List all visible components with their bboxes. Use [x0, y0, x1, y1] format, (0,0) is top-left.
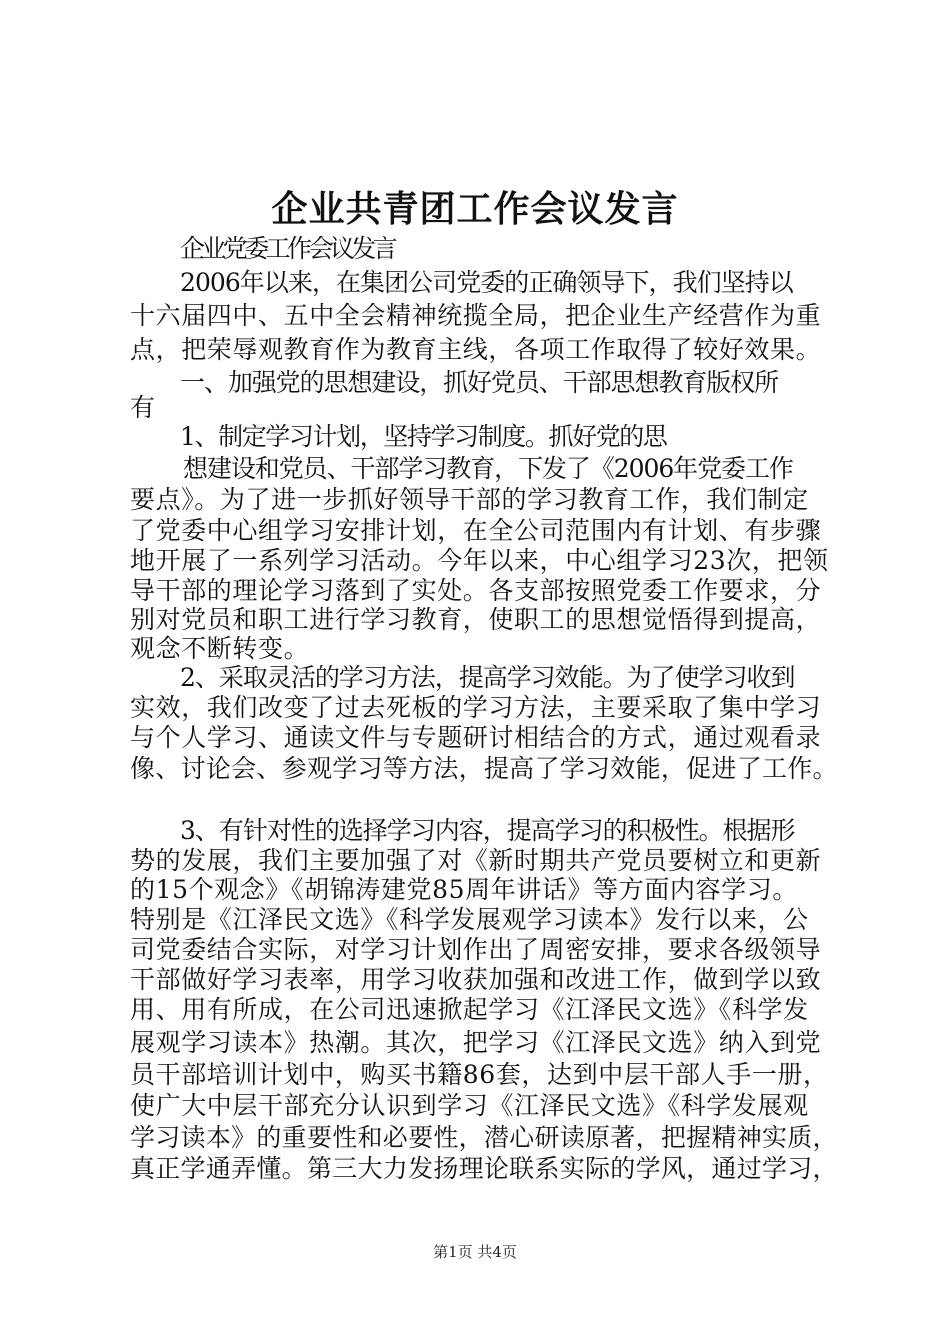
body-line: 像、讨论会、参观学习等方法，提高了学习效能，促进了工作。 — [130, 754, 838, 783]
body-line: 2、采取灵活的学习方法，提高学习效能。为了使学习收到 — [180, 663, 795, 692]
body-line: 干部做好学习表率，用学习收获加强和改进工作，做到学以致 — [130, 965, 822, 994]
body-line: 十六届四中、五中全会精神统揽全局，把企业生产经营作为重 — [130, 301, 822, 330]
body-line: 观念不断转变。 — [130, 634, 310, 663]
body-line: 一、加强党的思想建设，抓好党员、干部思想教育版权所 — [180, 368, 779, 397]
body-line: 别对党员和职工进行学习教育，使职工的思想觉悟得到提高， — [130, 605, 822, 634]
body-line: 企业党委工作会议发言 — [180, 234, 395, 263]
body-line: 导干部的理论学习落到了实处。各支部按照党委工作要求，分 — [130, 576, 822, 605]
body-line: 2006年以来，在集团公司党委的正确领导下，我们坚持以 — [180, 268, 793, 297]
body-line: 想建设和党员、干部学习教育，下发了《2006年党委工作 — [183, 454, 793, 483]
body-line: 势的发展，我们主要加强了对《新时期共产党员要树立和更新 — [130, 846, 822, 875]
body-line: 员干部培训计划中，购买书籍86套，达到中层干部人手一册， — [130, 1060, 829, 1089]
body-line: 特别是《江泽民文选》《科学发展观学习读本》发行以来，公 — [130, 905, 809, 934]
body-line: 3、有针对性的选择学习内容，提高学习的积极性。根据形 — [180, 816, 795, 845]
body-line: 用、用有所成，在公司迅速掀起学习《江泽民文选》《科学发 — [130, 995, 809, 1024]
body-line: 学习读本》的重要性和必要性，潜心研读原著，把握精神实质， — [130, 1123, 838, 1152]
body-line: 真正学通弄懂。第三大力发扬理论联系实际的学风，通过学习， — [130, 1154, 838, 1183]
body-line: 与个人学习、通读文件与专题研讨相结合的方式，通过观看录 — [130, 723, 822, 752]
body-line: 点，把荣辱观教育作为教育主线，各项工作取得了较好效果。 — [130, 335, 822, 364]
body-line: 展观学习读本》热潮。其次，把学习《江泽民文选》纳入到党 — [130, 1028, 822, 1057]
body-line: 地开展了一系列学习活动。今年以来，中心组学习23次，把领 — [130, 546, 829, 575]
body-line: 了党委中心组学习安排计划，在全公司范围内有计划、有步骤 — [130, 516, 822, 545]
body-line: 1、制定学习计划，坚持学习制度。抓好党的思 — [180, 422, 667, 451]
body-line: 使广大中层干部充分认识到学习《江泽民文选》《科学发展观 — [130, 1091, 809, 1120]
document-title: 企业共青团工作会议发言 — [271, 188, 679, 230]
page-footer: 第1页 共4页 — [433, 1243, 517, 1261]
body-line: 司党委结合实际，对学习计划作出了周密安排，要求各级领导 — [130, 935, 822, 964]
body-line: 的15个观念》《胡锦涛建党85周年讲话》等方面内容学习。 — [130, 875, 798, 904]
body-line: 要点》。为了进一步抓好领导干部的学习教育工作，我们制定 — [130, 485, 809, 514]
body-line: 实效，我们改变了过去死板的学习方法，主要采取了集中学习 — [130, 693, 822, 722]
body-line: 有 — [130, 393, 156, 422]
